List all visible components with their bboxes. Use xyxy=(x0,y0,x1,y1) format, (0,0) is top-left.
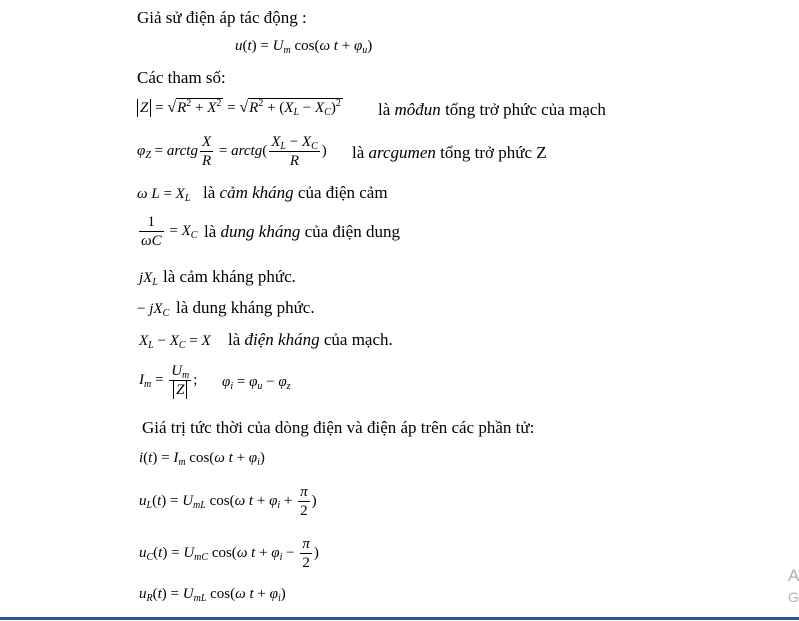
bottom-border xyxy=(0,617,799,620)
instant-heading: Giá trị tức thời của dòng điện và điện áp trên các phần tử: xyxy=(142,418,535,437)
reactance-desc: là điện kháng của mạch. xyxy=(228,330,393,349)
impedance-argument-desc: là arcgumen tổng trở phức Z xyxy=(352,143,547,162)
intro-text: Giả sử điện áp tác động : xyxy=(137,8,307,27)
formula-reactance: $X_L - X_C = X$ xyxy=(139,333,211,351)
formula-current-amplitude: $I_m$ = $\frac{U_m}{Z}$ ; xyxy=(139,363,198,398)
formula-complex-capacitive: − $jX_C$ xyxy=(137,301,170,319)
inductive-reactance-desc: là cảm kháng của điện cảm xyxy=(203,183,388,202)
complex-inductive-desc: là cảm kháng phức. xyxy=(163,267,296,286)
complex-capacitive-desc: là dung kháng phức. xyxy=(176,298,315,317)
capacitive-reactance-desc: là dung kháng của điện dung xyxy=(204,222,400,241)
formula-inductive-reactance: ω $L = X_L$ xyxy=(137,186,191,204)
edge-letter-g: G xyxy=(788,589,799,605)
formula-current-instant: $i(t) = I_m$ cos(ω $t + \varphi_i$) xyxy=(139,450,265,468)
impedance-modulus-desc: là môđun tổng trở phức của mạch xyxy=(378,100,606,119)
formula-inductor-voltage: $u_L(t) = U_{mL}$ cos(ω $t + \varphi_i$ + $\frac{\pi}{2}$ ) xyxy=(139,484,317,519)
params-heading: Các tham số: xyxy=(137,68,226,87)
formula-capacitor-voltage: $u_C(t) = U_{mC}$ cos(ω $t + \varphi_i$ − $\frac{\pi}{2}$ ) xyxy=(139,536,319,571)
formula-complex-inductive: $jX_L$ xyxy=(139,270,158,288)
formula-impedance-argument: $\varphi_Z$ = arctg $\frac{X}{R}$ = arctg( $\frac{X_L - X_C}{R}$ ) xyxy=(137,134,327,169)
edge-letter-a: A xyxy=(788,566,799,585)
formula-resistor-voltage: $u_R(t) = U_{mL}$ cos(ω $t + \varphi_i$) xyxy=(139,586,286,604)
formula-voltage: $u(t) = U_m$ cos(ω $t + \varphi_u$) xyxy=(235,38,373,56)
formula-current-phase: $\varphi_i = \varphi_u - \varphi_z$ xyxy=(222,374,291,392)
formula-capacitive-reactance: $\frac{1}{\omega C}$ = $X_C$ xyxy=(141,214,198,249)
formula-impedance-modulus: $Z = √R^2 + X^2 = √R^2 + (X_L - X_C)^2$ xyxy=(137,98,343,117)
